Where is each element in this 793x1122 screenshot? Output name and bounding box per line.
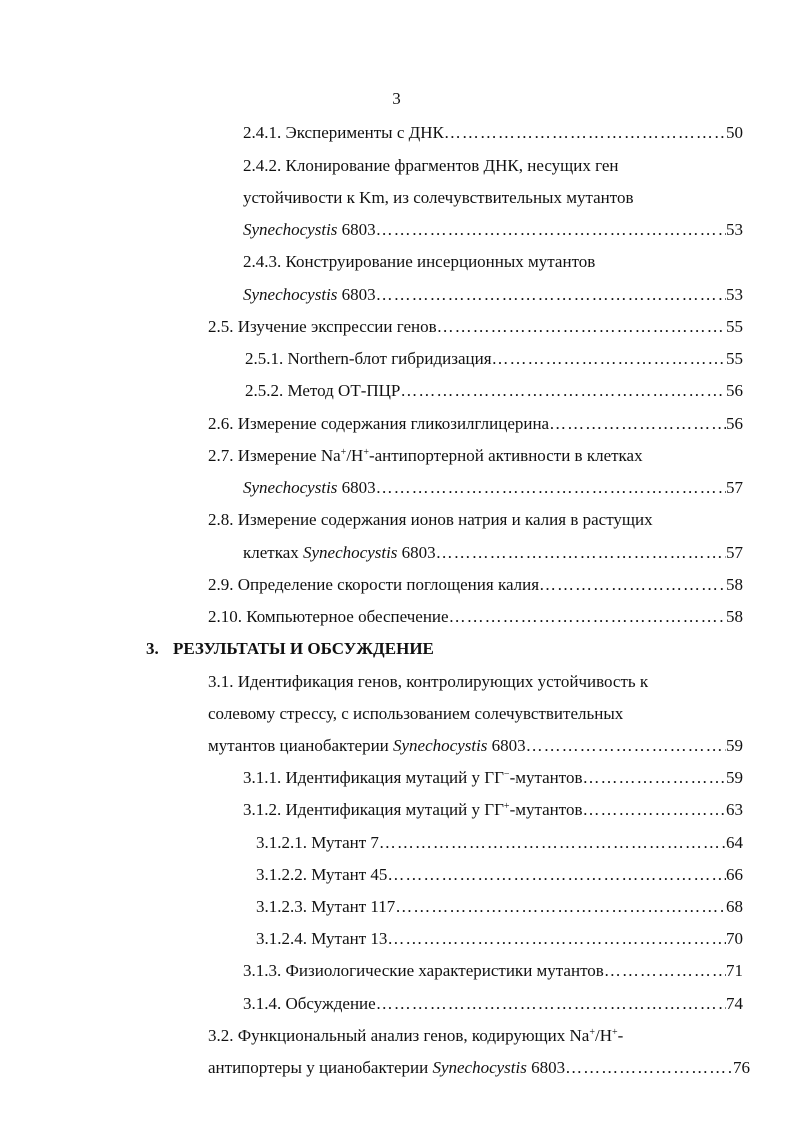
toc-entry: 2.6. Измерение содержания гликозилглицерина ………………………………………………………………………………………………………………………………………………………… 56 — [208, 408, 743, 440]
toc-entry: 3.1.2. Идентификация мутаций у ГГ+-мутантов ………………………………………………………………………………………………………………………………………………………… 63 — [243, 794, 743, 826]
leader-dots — [400, 375, 726, 407]
toc-entry-continuation: солевому стрессу, с использованием солечувствительных — [208, 704, 624, 723]
leader-dots — [387, 923, 726, 955]
leader-dots — [379, 827, 726, 859]
leader-dots — [583, 794, 727, 826]
leader-dots — [539, 569, 726, 601]
toc-entry: 3.1.2.4. Мутант 13 ………………………………………………………………………………………………………………………………………………………… 70 — [256, 923, 743, 955]
leader-dots — [376, 279, 726, 311]
toc-entry: 2.4.2. Клонирование фрагментов ДНК, несущих ген — [243, 156, 619, 175]
leader-dots — [526, 730, 726, 762]
leader-dots — [604, 955, 726, 987]
toc-entry: 2.8. Измерение содержания ионов натрия и калия в растущих — [208, 510, 653, 529]
toc-entry: 3.1.2.1. Мутант 7 ………………………………………………………………………………………………………………………………………………………… 64 — [256, 827, 743, 859]
page-number: 3 — [392, 89, 401, 108]
leader-dots — [376, 214, 726, 246]
toc-entry: 2.5.2. Метод ОТ-ПЦР ………………………………………………………………………………………………………………………………………………………… 56 — [245, 375, 743, 407]
leader-dots — [565, 1052, 733, 1084]
toc-entry: 2.7. Измерение Na+/H+-антипортерной активности в клетках — [208, 446, 643, 465]
leader-dots — [549, 408, 726, 440]
toc-entry: 2.5. Изучение экспрессии генов ………………………………………………………………………………………………………………………………………………………… 55 — [208, 311, 743, 343]
leader-dots — [583, 762, 727, 794]
toc-entry: 3.1.4. Обсуждение ………………………………………………………………………………………………………………………………………………………… 74 — [243, 988, 743, 1020]
toc-entry-continuation: Synechocystis 6803 ………………………………………………………………………………………………………………………………………………………… 53 — [243, 279, 743, 311]
toc-entry: 3.1.3. Физиологические характеристики мутантов ………………………………………………………………………………………………………………………………………………………… 71 — [243, 955, 743, 987]
leader-dots — [492, 343, 726, 375]
toc-entry: 3.1.2.3. Мутант 117 ………………………………………………………………………………………………………………………………………………………… 68 — [256, 891, 743, 923]
toc-entry: 3.1.1. Идентификация мутаций у ГГ−-мутантов ………………………………………………………………………………………………………………………………………………………… 59 — [243, 762, 743, 794]
toc-entry: 2.4.3. Конструирование инсерционных мутантов — [243, 252, 596, 271]
toc-entry-continuation: клетках Synechocystis 6803 ………………………………………………………………………………………………………………………………………………………… 57 — [243, 537, 743, 569]
leader-dots — [444, 117, 726, 149]
toc-entry-continuation: устойчивости к Km, из солечувствительных мутантов — [243, 188, 634, 207]
toc-entry: 3.1. Идентификация генов, контролирующих устойчивость к — [208, 672, 649, 691]
toc-entry: 3.2. Функциональный анализ генов, кодирующих Na+/H+- — [208, 1026, 624, 1045]
leader-dots — [437, 311, 726, 343]
leader-dots — [436, 537, 726, 569]
leader-dots — [395, 891, 726, 923]
toc-entry-continuation: антипортеры у цианобактерии Synechocystis 6803 ………………………………………………………………………………………………………………………………………………………… 76 — [208, 1052, 750, 1084]
leader-dots — [376, 472, 726, 504]
toc-entry: 2.4.1. Эксперименты с ДНК ………………………………………………………………………………………………………………………………………………………… 50 — [243, 117, 743, 149]
toc-entry: 2.9. Определение скорости поглощения калия ………………………………………………………………………………………………………………………………………………………… 58 — [208, 569, 743, 601]
leader-dots — [449, 601, 726, 633]
chapter-number: 3. — [146, 639, 159, 658]
chapter-title: РЕЗУЛЬТАТЫ И ОБСУЖДЕНИЕ — [173, 639, 434, 658]
toc-entry-continuation: Synechocystis 6803 ………………………………………………………………………………………………………………………………………………………… 53 — [243, 214, 743, 246]
toc-entry: 2.10. Компьютерное обеспечение ………………………………………………………………………………………………………………………………………………………… 58 — [208, 601, 743, 633]
toc-entry: 3.1.2.2. Мутант 45 ………………………………………………………………………………………………………………………………………………………… 66 — [256, 859, 743, 891]
leader-dots — [376, 988, 726, 1020]
toc-entry: 2.5.1. Northern-блот гибридизация ………………………………………………………………………………………………………………………………………………………… 55 — [245, 343, 743, 375]
leader-dots — [387, 859, 726, 891]
toc-entry-continuation: Synechocystis 6803 ………………………………………………………………………………………………………………………………………………………… 57 — [243, 472, 743, 504]
toc-entry-continuation: мутантов цианобактерии Synechocystis 6803 ………………………………………………………………………………………………………………………………………………………… 59 — [208, 730, 743, 762]
